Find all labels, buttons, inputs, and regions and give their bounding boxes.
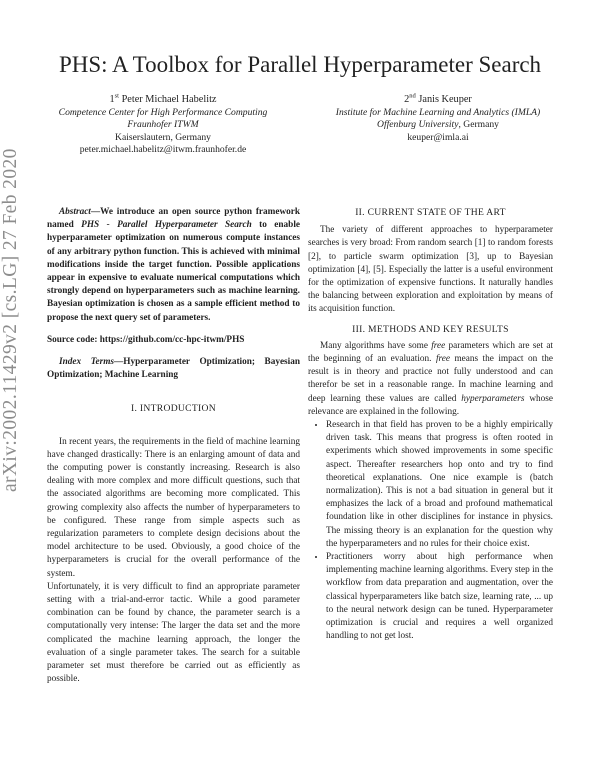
- bullet-item: • Research in that field has proven to be a highly empirically driven task. This means that progress is often rooted in experiments which showed improvements in some specific aspect. Thereafter researchers hop onto and try to find theoretical explanations. One nice example is (batch normalization). This is not a bad situation in general but it emphasizes the lack of a broad and profound mathematical foundation like in other disciplines for instance in physics. The missing theory is an explanation for the question why the hyperparameters and no rules for their choice exist.: [326, 419, 553, 551]
- methods-text: Many algorithms have some: [320, 340, 432, 351]
- methods-text: means the impact on the result is in theory and practice not fully understood and can therefor be set in a reasonable range. In machine learning and deep learning these values are called: [308, 354, 553, 404]
- methods-paragraph: [308, 340, 553, 419]
- author-name: [303, 94, 573, 107]
- abstract-body: to enable hyperparameter optimization on numerous compute instances of any arbitrary python function. This is achieved with minimal modifications inside the target function. Possible applications appear in expensive to evaluate numerical computations which strongly depend on hyperparameters such as machine learning. Bayesian optimization is chosen as a sample efficient method to propose the next query set of parameters.: [47, 220, 300, 323]
- author-email: keuper@imla.ai: [407, 131, 469, 143]
- methods-text: whose relevance are explained in the following.: [308, 393, 553, 417]
- bullet-item: • Practitioners worry about high performance when implementing machine learning algorithms. Every step in the workflow from data preparation and augmentation, over the classical hyperparameters like batch size, learning rate, ... up to the neural network design can be tuned. Hyperparameter optimization is crucial and requires a well organized handling to not get lost.: [326, 551, 553, 643]
- methods-text: parameters which are set at the beginning of an evaluation.: [308, 340, 553, 365]
- section-heading-methods: III. METHODS AND KEY RESULTS: [352, 323, 509, 335]
- index-terms-text: —Hyperparameter Optimization; Bayesian Optimization; Machine Learning: [47, 357, 300, 381]
- section-heading-state-of-art: II. CURRENT STATE OF THE ART: [355, 207, 506, 218]
- author-institution-line: [303, 119, 573, 132]
- right-column: [308, 206, 553, 644]
- author-block-2: [303, 94, 573, 144]
- abstract-lead: —We introduce an open source python framework named: [47, 207, 300, 231]
- author-number: 1: [109, 94, 115, 105]
- author-ordinal: st: [114, 92, 119, 100]
- author-affiliation: Competence Center for High Performance Computing: [58, 106, 268, 118]
- author-number: 2: [404, 94, 410, 105]
- abstract: [47, 206, 300, 325]
- author-location: , Germany: [458, 119, 499, 131]
- intro-paragraph-1: In recent years, the requirements in the field of machine learning have changed drastically: There is an enlarging amount of data and the computing power is constantly increasing. Research is also dealing with more complex and more difficult questions, such that the associated algorithms are becoming more complicated. This growing complexity also affects the number of hyperparameters to be configured. These range from simple aspects such as regularization parameters to complete design decisions about the model architecture to be used. Obviously, a good choice of the hyperparameters is crucial for the overall performance of the system.: [47, 436, 300, 579]
- paper-title: PHS: A Toolbox for Parallel Hyperparameter Search: [58, 52, 542, 77]
- author-affiliation: Institute for Machine Learning and Analytics (IMLA): [335, 106, 541, 118]
- state-paragraph: The variety of different approaches to hyperparameter searches is very broad: From random search [1] to random forests [2], to particle swarm optimization [3], up to Bayesian optimization [4], [5]. Especially the latter is a useful environment for the optimization of expensive functions. It naturally handles the balancing between exploration and exploitation by means of its acquisition function.: [308, 225, 553, 315]
- author-name-text: Peter Michael Habelitz: [121, 94, 217, 105]
- author-ordinal: nd: [409, 92, 416, 100]
- methods-bullet-list: [308, 419, 553, 643]
- methods-emphasis: free: [431, 340, 446, 351]
- section-heading-introduction: I. INTRODUCTION: [131, 403, 216, 415]
- source-code-line: Source code: https://github.com/cc-hpc-itwm/PHS: [47, 334, 245, 345]
- author-name-text: Janis Keuper: [418, 94, 472, 105]
- author-block-1: [28, 94, 298, 157]
- left-column: [47, 206, 300, 687]
- author-email: peter.michael.habelitz@itwm.fraunhofer.de: [79, 144, 247, 156]
- intro-paragraph-2: Unfortunately, it is very difficult to find an appropriate parameter setting with a trial-and-error tactic. While a good parameter combination can be found by chance, the parameter search is a computationally very intense: The larger the data set and the more complicated the machine learning approach, the longer the evaluation of a single parameter takes. The search for a suitable parameter set must therefore be carried out as efficiently as possible.: [47, 581, 300, 685]
- author-name: [28, 94, 298, 107]
- author-institution: Fraunhofer ITWM: [127, 119, 199, 131]
- abstract-label: Abstract: [59, 207, 91, 217]
- methods-emphasis: hyperparameters: [461, 393, 525, 404]
- author-institution: Offenburg University: [377, 119, 459, 131]
- author-location: Kaiserslautern, Germany: [115, 131, 211, 143]
- index-terms: [47, 356, 300, 382]
- methods-emphasis: free: [435, 354, 450, 365]
- arxiv-stamp: arXiv:2002.11429v2 [cs.LG] 27 Feb 2020: [0, 148, 21, 492]
- framework-name: PHS - Parallel Hyperparameter Search: [81, 220, 252, 231]
- index-terms-label: Index Terms: [59, 357, 114, 368]
